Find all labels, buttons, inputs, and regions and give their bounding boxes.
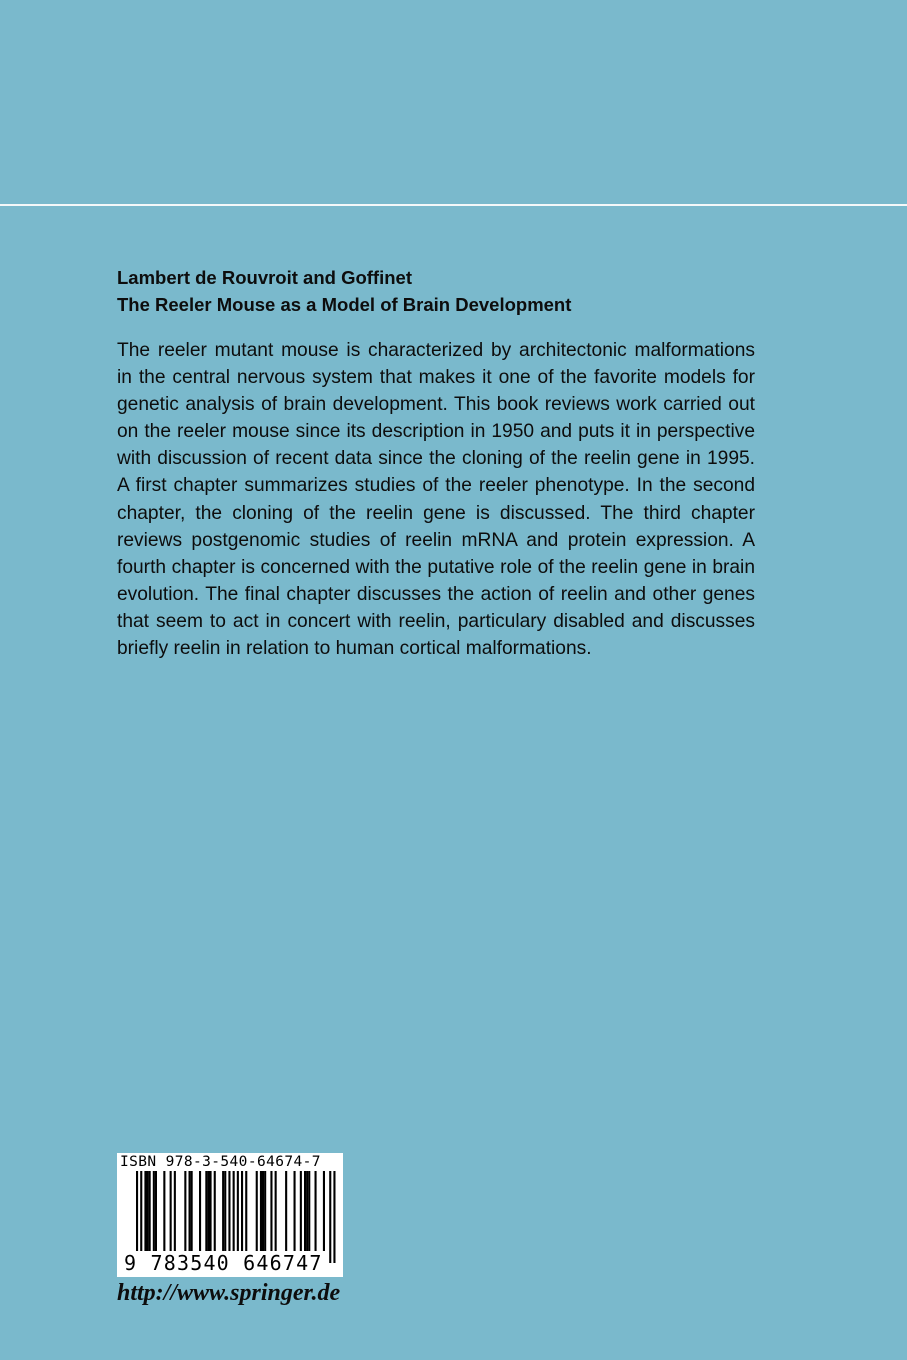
barcode-bar [333,1171,335,1263]
barcode-bar [264,1171,266,1251]
isbn-barcode [117,1153,343,1277]
publisher-url[interactable]: http://www.springer.de [117,1280,341,1306]
isbn-label: ISBN 978-3-540-64674-7 [120,1154,321,1170]
barcode-bar [260,1171,262,1251]
barcode-bar [270,1171,272,1251]
barcode-bar [207,1171,209,1251]
barcode-bar [147,1171,149,1251]
barcode-bar [308,1171,310,1251]
barcode-bar [222,1171,224,1251]
barcode-bar [140,1171,142,1263]
barcode-bar [163,1171,165,1251]
barcode-bar [189,1171,191,1251]
book-authors: Lambert de Rouvroit and Goffinet [117,267,412,288]
barcode-bar [136,1171,138,1263]
barcode-bar [237,1171,239,1263]
barcode-bar [241,1171,243,1251]
barcode-bar [174,1171,176,1251]
barcode-bar [256,1171,258,1251]
barcode-bar [224,1171,226,1251]
barcode-bar [153,1171,155,1251]
barcode-bar [329,1171,331,1263]
barcode-bar [210,1171,212,1251]
barcode-bar [191,1171,193,1251]
barcode-bar [233,1171,235,1263]
barcode-bar [262,1171,264,1251]
barcode-bar [245,1171,247,1251]
barcode-bar [205,1171,207,1251]
barcode-bar [184,1171,186,1251]
barcode-bar [315,1171,317,1251]
barcode-bar [285,1171,287,1251]
book-title: The Reeler Mouse as a Model of Brain Development [117,294,572,315]
ean-digits: 9 783540 646747 [124,1251,323,1275]
barcode-bar [170,1171,172,1251]
book-description: The reeler mutant mouse is characterized by architectonic malformations in the central nervous system that makes it one of the favorite models for genetic analysis of brain development. This book reviews work carried out on the reeler mouse since its description in 1950 and puts it in perspective with discussion of recent data since the cloning of the reelin gene in 1995. A first chapter summarizes studies of the reeler phenotype. In the second chapter, the cloning of the reelin gene is discussed. The third chapter reviews postgenomic studies of reelin mRNA and protein expression. A fourth chapter is concerned with the putative role of the reelin gene in brain evolution. The final chapter discusses the action of reelin and other genes that seem to act in concert with reelin, particulary disabled and discusses briefly reelin in relation to human cortical malformations. [117,340,755,660]
barcode-bar [323,1171,325,1251]
barcode-bar [155,1171,157,1251]
barcode-bar [294,1171,296,1251]
barcode-bar [300,1171,302,1251]
barcode-bar [149,1171,151,1251]
barcode-bar [275,1171,277,1251]
barcode-bar [228,1171,230,1251]
barcode-bar [304,1171,306,1251]
horizontal-rule [0,204,907,206]
barcode-bar [214,1171,216,1251]
barcode-bar [199,1171,201,1251]
barcode-bar [144,1171,146,1251]
barcode-bar [306,1171,308,1251]
